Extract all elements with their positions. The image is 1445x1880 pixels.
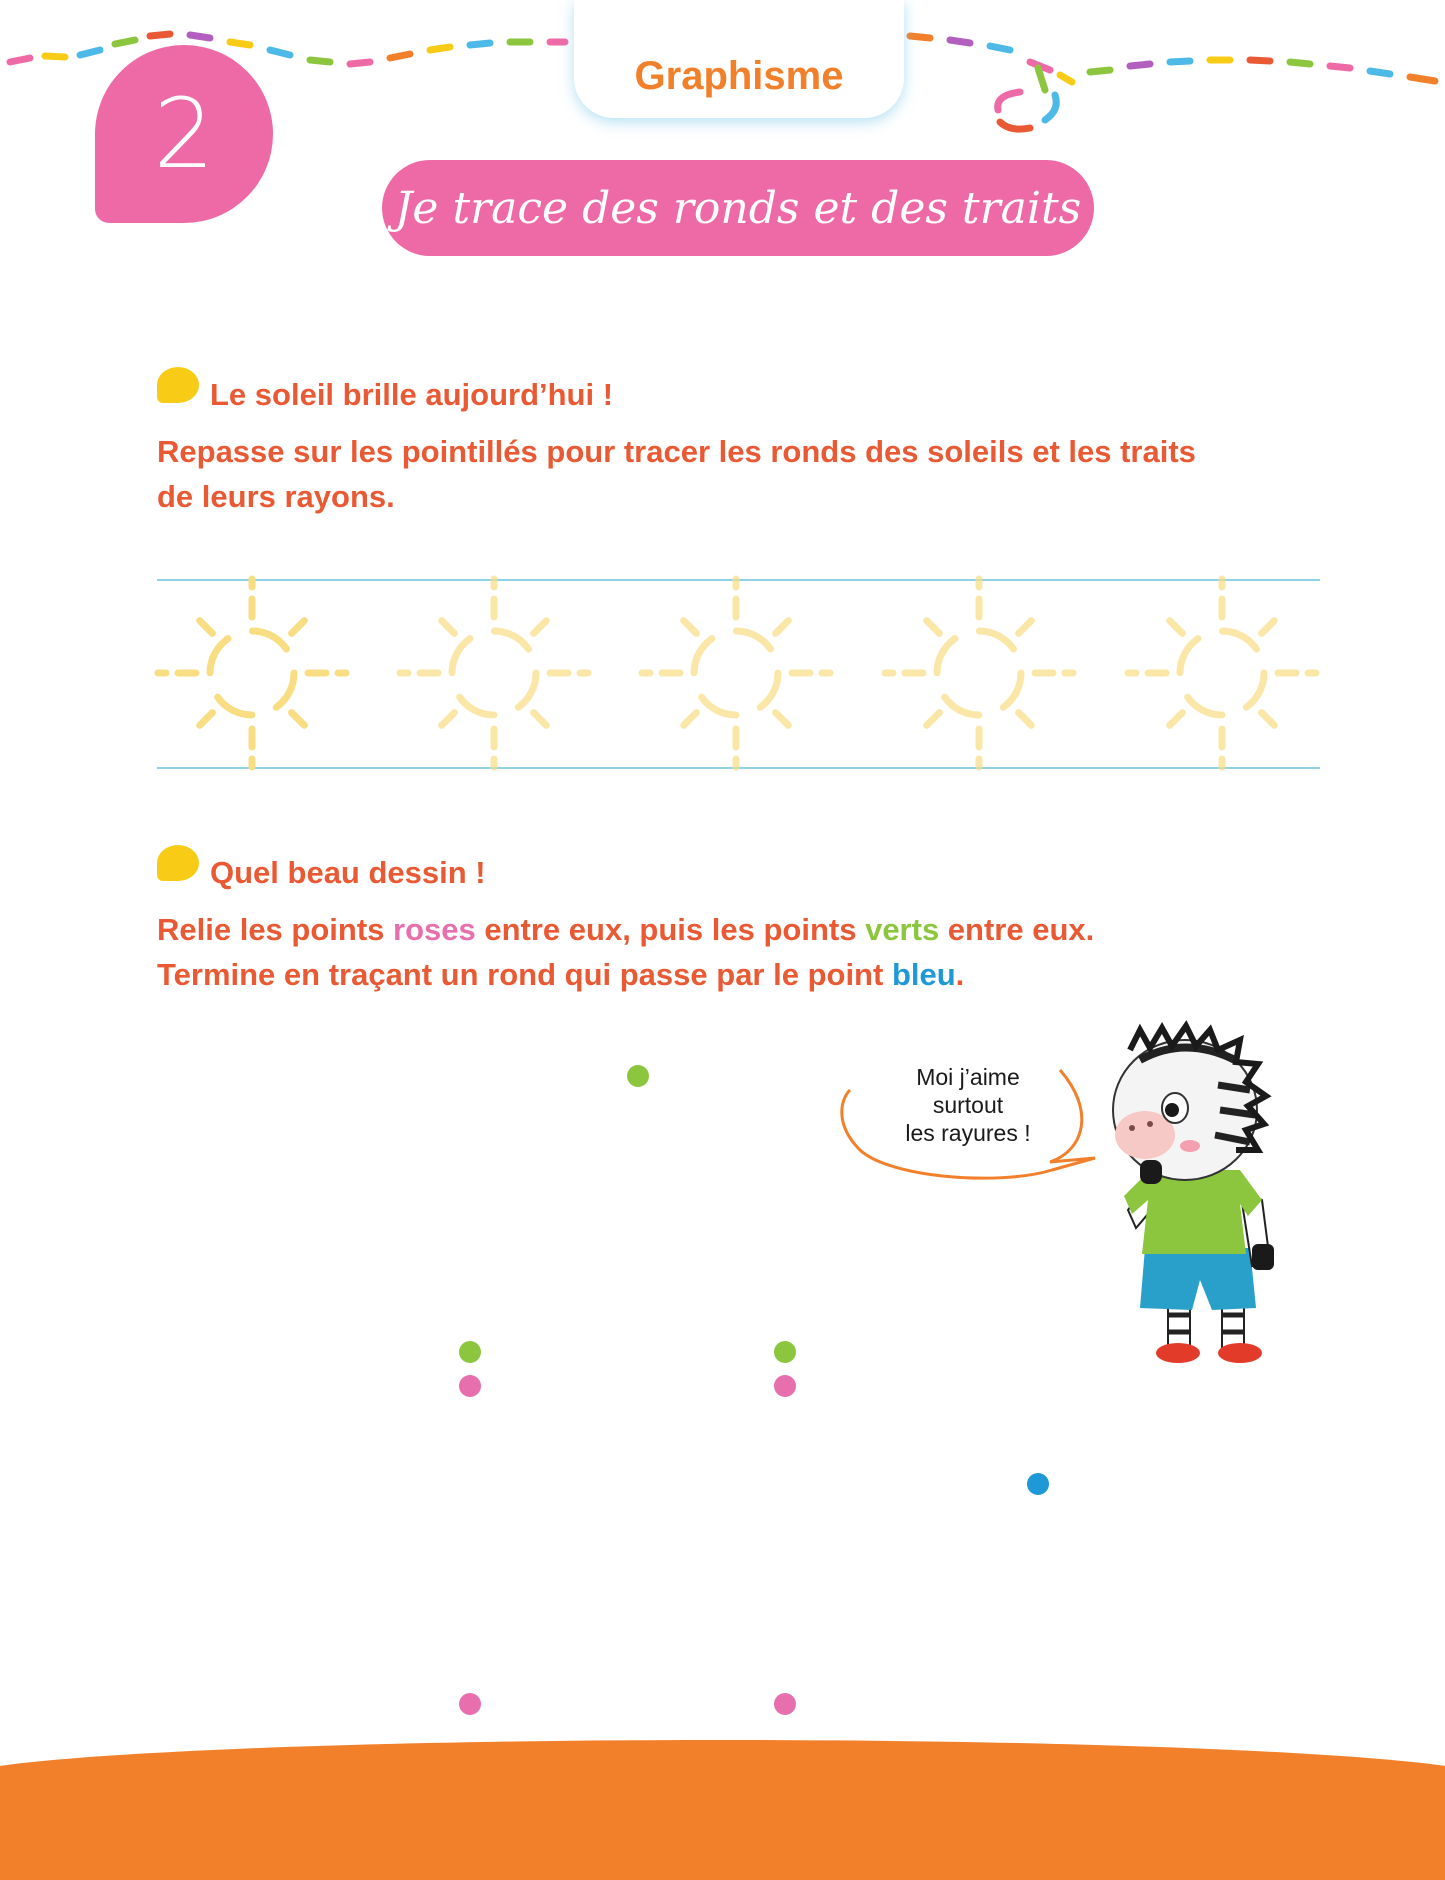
- speech-bubble-icon: [157, 845, 199, 881]
- sun-icon: [1128, 579, 1316, 767]
- sun-icon: [885, 579, 1073, 767]
- sun-ray: [1164, 713, 1182, 731]
- category-label: Graphisme: [634, 53, 844, 98]
- sun-ray: [776, 615, 794, 633]
- sun-circle: [452, 631, 536, 715]
- page-number-badge: [95, 45, 273, 223]
- word-bleu: bleu: [891, 957, 956, 992]
- sun-circle: [937, 631, 1021, 715]
- sun-ray: [776, 713, 794, 731]
- instruction-text: entre eux.: [939, 912, 1095, 947]
- exercise2-instruction: [157, 907, 1277, 997]
- pink-dot: [774, 1693, 796, 1715]
- sun-ray: [534, 713, 552, 731]
- exercise1-heading: Le soleil brille aujourd’hui !: [210, 377, 614, 412]
- sun-ray: [1164, 615, 1182, 633]
- lesson-title-banner: [382, 160, 1094, 256]
- pink-dot: [459, 1693, 481, 1715]
- green-dot: [774, 1341, 796, 1363]
- speech-bubble-icon: [157, 367, 199, 403]
- footer-band: [0, 1740, 1445, 1880]
- speech-line: surtout: [932, 1092, 1004, 1118]
- sun-icon: [158, 579, 346, 767]
- exercise1-instruction-line2: de leurs rayons.: [157, 479, 395, 514]
- word-roses: roses: [393, 912, 476, 947]
- exercise2-instruction-line2: [157, 952, 1277, 997]
- sun-ray: [1019, 713, 1037, 731]
- sun-circle: [694, 631, 778, 715]
- dot-to-dot-points: [459, 1065, 1049, 1715]
- instruction-text: .: [955, 957, 965, 992]
- sun-ray: [292, 615, 310, 633]
- page-number: 2: [153, 78, 215, 190]
- sun-ray: [1019, 615, 1037, 633]
- speech-line: les rayures !: [905, 1120, 1031, 1146]
- pink-dot: [774, 1375, 796, 1397]
- sun-ray: [436, 713, 454, 731]
- sun-ray: [534, 615, 552, 633]
- exercise1-instruction-line1: Repasse sur les pointillés pour tracer les ronds des soleils et les traits: [157, 434, 1196, 469]
- instruction-text: Termine en traçant un rond qui passe par le point: [157, 957, 892, 992]
- sun-ray: [194, 615, 212, 633]
- green-dot: [627, 1065, 649, 1087]
- category-tab: [574, 0, 904, 118]
- zebra-mascot: [1113, 1026, 1274, 1363]
- green-dot: [459, 1341, 481, 1363]
- exercise2-heading: Quel beau dessin !: [210, 855, 486, 890]
- instruction-text: Relie les points: [157, 912, 394, 947]
- sun-ray: [194, 713, 212, 731]
- instruction-text: entre eux, puis les points: [475, 912, 866, 947]
- sun-tracing-strip: [157, 579, 1320, 768]
- sun-ray: [921, 713, 939, 731]
- pink-dot: [459, 1375, 481, 1397]
- sun-circle: [1180, 631, 1264, 715]
- sun-ray: [1262, 713, 1280, 731]
- sun-ray: [436, 615, 454, 633]
- mascot-speech-text: [878, 1063, 1058, 1147]
- sun-ray: [921, 615, 939, 633]
- lesson-title: Je trace des ronds et des traits: [394, 182, 1082, 234]
- sun-circle: [210, 631, 294, 715]
- sun-ray: [1262, 615, 1280, 633]
- exercise1-instruction: [157, 429, 1277, 519]
- word-verts: verts: [865, 912, 940, 947]
- sun-ray: [678, 615, 696, 633]
- sun-ray: [678, 713, 696, 731]
- sun-icon: [400, 579, 588, 767]
- speech-line: Moi j’aime: [916, 1064, 1020, 1090]
- sun-ray: [292, 713, 310, 731]
- exercise2-instruction-line1: [157, 907, 1277, 952]
- blue-dot: [1027, 1473, 1049, 1495]
- sun-icon: [642, 579, 830, 767]
